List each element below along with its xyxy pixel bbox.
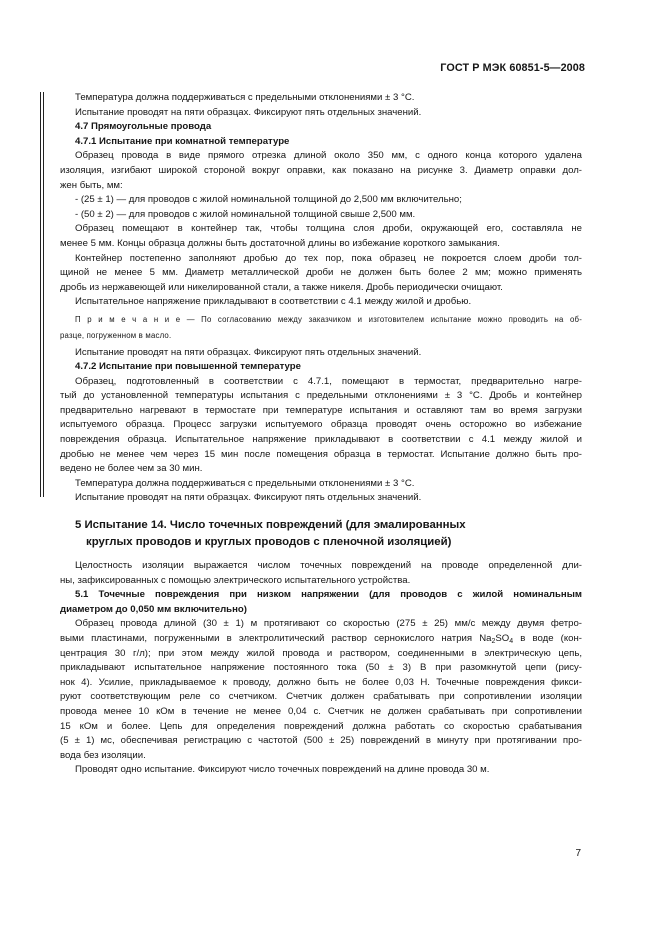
paragraph-line: Целостность изоляции выражается числом точечных повреждений на проводе определенной дли- [75, 560, 582, 572]
spacer [60, 506, 582, 517]
document-header: ГОСТ Р МЭК 60851-5—2008 [440, 62, 585, 74]
paragraph: Испытательное напряжение прикладывают в соответствии с 4.1 между жилой и дробью. [75, 296, 472, 308]
subscript: 4 [509, 638, 514, 645]
text-run: выми пластинами, погруженными в электролитический раствор сернокислого натрия Na [60, 633, 492, 644]
heading-5-1: 5.1 Точечные повреждения при низком напряжении (для проводов с жилой номинальным [75, 589, 582, 601]
list-item: - (50 ± 2) — для проводов с жилой номинальной толщиной свыше 2,500 мм. [75, 208, 416, 220]
paragraph: Температура должна поддерживаться с предельными отклонениями ± 3 °С. [75, 477, 415, 489]
paragraph-line: центрация 30 г/л); при этом между жилой провода и раствором, соединенными в электрическую цепь, [60, 647, 582, 659]
paragraph-line: менее 5 мм. Концы образца должны быть достаточной длины во избежание короткого замыкания. [60, 237, 500, 249]
list-item: - (25 ± 1) — для проводов с жилой номинальной толщиной до 2,500 мм включительно; [75, 194, 462, 206]
paragraph-line: тый до установленной температуры испытания с предельными отклонениями ± 3 °С. Дробь и контейнер [60, 390, 582, 402]
heading-4-7-2: 4.7.2 Испытание при повышенной температуре [75, 361, 301, 373]
heading-4-7: 4.7 Прямоугольные провода [75, 121, 212, 133]
paragraph-line: Контейнер постепенно заполняют дробью до тех пор, пока образец не покроется слоем дроби тол- [75, 252, 582, 264]
paragraph: Проводят одно испытание. Фиксируют число точечных повреждений на длине провода 30 м. [75, 764, 490, 776]
paragraph-line: дробью не менее чем через 15 мин после помещения образца в термостат. Испытание должно быть про- [60, 448, 582, 460]
paragraph-line: прикладывают испытательное напряжение постоянного тока (50 ± 3) В при разомкнутой цепи (рису- [60, 662, 582, 674]
paragraph-line [60, 632, 582, 647]
paragraph-line: Образец провода длиной (30 ± 1) м протягивают со скоростью (275 ± 25) мм/с между двумя фетро- [75, 618, 582, 630]
paragraph-line: Образец провода в виде прямого отрезка длиной около 350 мм, с одного конца которого удалена [75, 150, 582, 162]
section-5-title: круглых проводов и круглых проводов с пленочной изоляцией) [86, 536, 452, 549]
paragraph: Температура должна поддерживаться с предельными отклонениями ± 3 °С. [75, 92, 415, 103]
paragraph: Испытание проводят на пяти образцах. Фиксируют пять отдельных значений. [75, 346, 422, 358]
paragraph-line: вода без изоляции. [60, 749, 146, 761]
paragraph-line: повреждения образца. Испытательное напряжение прикладывают в соответствии с 4.1 между жилой и [60, 434, 582, 446]
heading-4-7-1: 4.7.1 Испытание при комнатной температуре [75, 135, 290, 147]
text-run: SO [495, 633, 510, 644]
section-5-title: 5 Испытание 14. Число точечных повреждений (для эмалированных [75, 519, 466, 532]
paragraph-line: дробь из нержавеющей или никелированной стали, а также никеля. Дробь периодически очищают. [60, 281, 503, 293]
heading-5-1: диаметром до 0,050 мм включительно) [60, 603, 247, 615]
paragraph-line: ны, зафиксированных с помощью электрического испытательного устройства. [60, 574, 411, 586]
note-line: П р и м е ч а н и е — По согласованию между заказчиком и изготовителем испытание можно проводить на об- [75, 314, 582, 324]
paragraph-line: испытуемого образца. Процесс загрузки испытуемого образца проводят очень осторожно во избежание [60, 419, 582, 431]
paragraph: Испытание проводят на пяти образцах. Фиксируют пять отдельных значений. [75, 106, 422, 118]
subscript: 2 [491, 638, 496, 645]
spacer [60, 551, 582, 559]
text-run: в воде (кон- [513, 633, 582, 644]
paragraph-line: нок 4). Усилие, прикладываемое к проводу, должно быть не более 0,03 Н. Точечные повреждения фикси- [60, 676, 582, 688]
paragraph: Испытание проводят на пяти образцах. Фиксируют пять отдельных значений. [75, 492, 422, 504]
note-line: разце, погруженном в масло. [60, 330, 172, 340]
page-number: 7 [575, 848, 581, 859]
paragraph-line: ведено не более чем за 30 мин. [60, 463, 203, 475]
paragraph-line: предварительно нагревают в термостате при температуре испытания и оставляют там во время загрузки [60, 404, 582, 416]
document-body [60, 91, 582, 778]
paragraph-line: 15 кОм и более. Цепь для определения повреждений должна работать со скоростью срабатывания [60, 720, 582, 732]
change-bar-inner [43, 92, 44, 497]
paragraph-line: Образец, подготовленный в соответствии с 4.7.1, помещают в термостат, предварительно нагре- [75, 375, 582, 387]
paragraph-line: жен быть, мм: [60, 179, 123, 191]
paragraph-line: щиной не менее 5 мм. Диаметр металлической дроби не должен быть более 2 мм; можно применять [60, 267, 582, 279]
paragraph-line: изоляция, изгибают широкой стороной вокруг оправки, как показано на рисунке 3. Диаметр оправки дол- [60, 164, 582, 176]
paragraph-line: руют соответствующим реле со счетчиком. Счетчик должен срабатывать при сопротивлении изоляции [60, 691, 582, 703]
paragraph-line: Образец помещают в контейнер так, чтобы толщина слоя дроби, окружающей его, составляла не [75, 223, 582, 235]
change-bar-outer [40, 92, 41, 497]
paragraph-line: провода менее 10 кОм в течение не менее 0,04 с. Счетчик не должен срабатывать при сопротивлении [60, 705, 582, 717]
paragraph-line: (5 ± 1) мс, обеспечивая регистрацию с частотой (500 ± 25) повреждений в минуту при протягивании про- [60, 735, 582, 747]
